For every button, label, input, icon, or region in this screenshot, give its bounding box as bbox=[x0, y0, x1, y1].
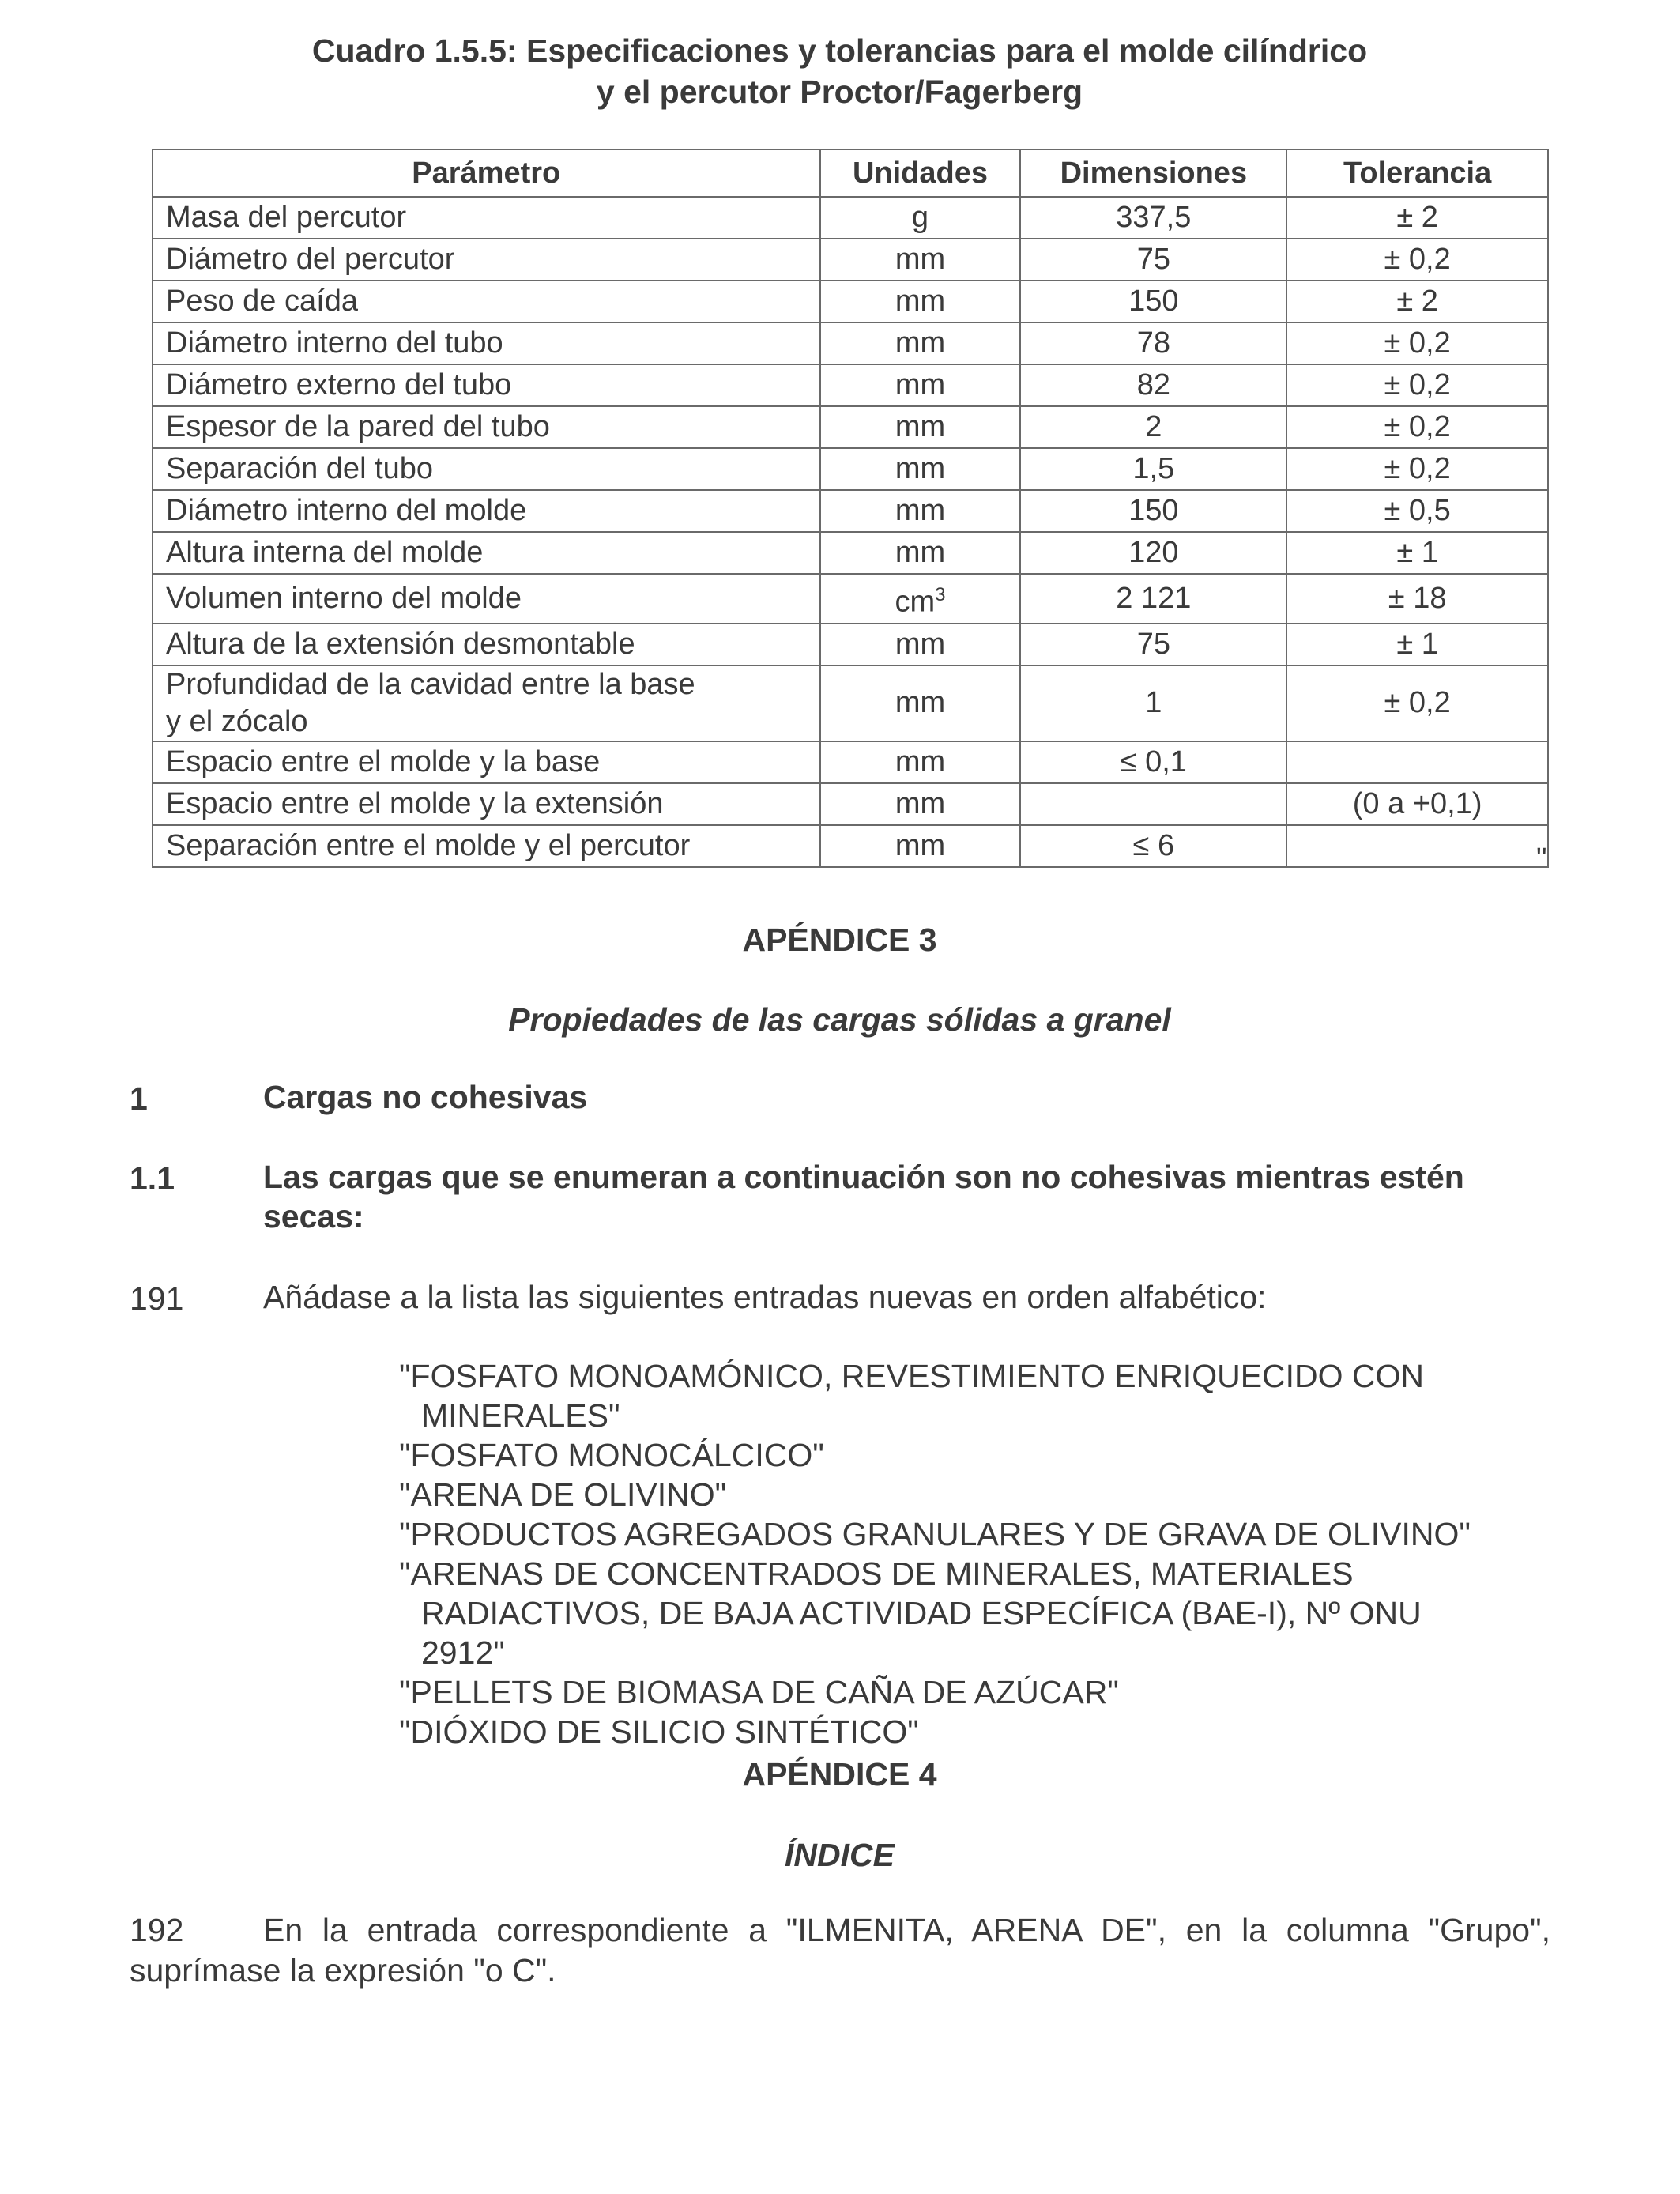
cell-dimension: 75 bbox=[1020, 239, 1286, 281]
cell-tolerance: ± 0,2 bbox=[1286, 665, 1548, 741]
cell-tolerance bbox=[1286, 825, 1548, 867]
cell-unit: mm bbox=[820, 783, 1021, 825]
parameter-line-1: Profundidad de la cavidad entre la base bbox=[166, 667, 695, 701]
cell-unit: mm bbox=[820, 490, 1021, 532]
header-units: Unidades bbox=[820, 149, 1021, 197]
cell-unit: mm bbox=[820, 406, 1021, 448]
cell-unit: mm bbox=[820, 624, 1021, 665]
cell-unit: mm bbox=[820, 239, 1021, 281]
cell-parameter: Masa del percutor bbox=[153, 197, 820, 239]
appendix-3-title: APÉNDICE 3 bbox=[742, 922, 937, 958]
cell-tolerance: ± 2 bbox=[1286, 281, 1548, 322]
cell-dimension: 2 bbox=[1020, 406, 1286, 448]
section-1-heading: Cargas no cohesivas bbox=[263, 1079, 588, 1115]
item-192-text: En la entrada correspondiente a "ILMENITA, ARENA DE", en la columna "Grupo", suprímase la expresión "o C". bbox=[130, 1912, 1550, 1989]
table-header-row bbox=[153, 149, 1548, 197]
section-1-1-number: 1.1 bbox=[130, 1160, 175, 1197]
item-191-text: Añádase a la lista las siguientes entradas nuevas en orden alfabético: bbox=[263, 1279, 1267, 1315]
cell-dimension: 1,5 bbox=[1020, 448, 1286, 490]
cell-tolerance: ± 1 bbox=[1286, 624, 1548, 665]
cell-parameter bbox=[153, 665, 820, 741]
table-row bbox=[153, 197, 1548, 239]
cell-tolerance: ± 0,2 bbox=[1286, 322, 1548, 364]
cell-parameter: Diámetro interno del molde bbox=[153, 490, 820, 532]
appendix-4-title: APÉNDICE 4 bbox=[742, 1756, 937, 1793]
list-item: "DIÓXIDO DE SILICIO SINTÉTICO" bbox=[399, 1713, 919, 1750]
cell-unit: g bbox=[820, 197, 1021, 239]
cell-tolerance: ± 1 bbox=[1286, 532, 1548, 574]
cell-unit: mm bbox=[820, 825, 1021, 867]
table-row bbox=[153, 490, 1548, 532]
cell-tolerance: ± 0,2 bbox=[1286, 406, 1548, 448]
table-row bbox=[153, 322, 1548, 364]
table-row bbox=[153, 624, 1548, 665]
cell-parameter: Volumen interno del molde bbox=[153, 574, 820, 624]
header-parameter: Parámetro bbox=[153, 149, 820, 197]
list-item: "PRODUCTOS AGREGADOS GRANULARES Y DE GRAVA DE OLIVINO" bbox=[399, 1516, 1471, 1552]
table-row bbox=[153, 574, 1548, 624]
cell-parameter: Separación del tubo bbox=[153, 448, 820, 490]
cell-tolerance: ± 0,2 bbox=[1286, 448, 1548, 490]
item-191-number: 191 bbox=[130, 1280, 184, 1317]
section-1-number: 1 bbox=[130, 1080, 148, 1117]
cell-parameter: Diámetro externo del tubo bbox=[153, 364, 820, 406]
cell-unit: mm bbox=[820, 532, 1021, 574]
cell-parameter: Espacio entre el molde y la base bbox=[153, 741, 820, 783]
header-dimensions: Dimensiones bbox=[1020, 149, 1286, 197]
parameter-line-2: y el zócalo bbox=[166, 704, 308, 738]
table-row bbox=[153, 239, 1548, 281]
cell-unit: mm bbox=[820, 741, 1021, 783]
caption-line-1: Cuadro 1.5.5: Especificaciones y tolerancias para el molde cilíndrico bbox=[311, 32, 1368, 69]
cell-tolerance: ± 0,2 bbox=[1286, 364, 1548, 406]
entries-list bbox=[399, 1356, 1561, 1751]
appendix-3-subtitle: Propiedades de las cargas sólidas a granel bbox=[508, 1001, 1171, 1038]
table-caption bbox=[119, 30, 1561, 112]
cell-dimension: 82 bbox=[1020, 364, 1286, 406]
cell-dimension: 150 bbox=[1020, 490, 1286, 532]
item-192-number: 192 bbox=[130, 1912, 184, 1948]
table-row bbox=[153, 281, 1548, 322]
cell-unit: mm bbox=[820, 322, 1021, 364]
cell-parameter: Peso de caída bbox=[153, 281, 820, 322]
cell-tolerance bbox=[1286, 741, 1548, 783]
table-row bbox=[153, 783, 1548, 825]
cell-dimension: 2 121 bbox=[1020, 574, 1286, 624]
cell-tolerance: ± 2 bbox=[1286, 197, 1548, 239]
specifications-table bbox=[152, 149, 1549, 868]
cell-unit: mm bbox=[820, 448, 1021, 490]
list-item: "PELLETS DE BIOMASA DE CAÑA DE AZÚCAR" bbox=[399, 1674, 1119, 1710]
cell-parameter: Diámetro interno del tubo bbox=[153, 322, 820, 364]
table-row bbox=[153, 364, 1548, 406]
table-row bbox=[153, 741, 1548, 783]
cell-unit: mm bbox=[820, 665, 1021, 741]
header-tolerance: Tolerancia bbox=[1286, 149, 1548, 197]
closing-quote: " bbox=[1536, 843, 1547, 876]
unit-text: cm bbox=[895, 585, 936, 619]
cell-unit bbox=[820, 574, 1021, 624]
table-row bbox=[153, 665, 1548, 741]
cell-tolerance: (0 a +0,1) bbox=[1286, 783, 1548, 825]
table-row bbox=[153, 448, 1548, 490]
table-row bbox=[153, 406, 1548, 448]
cell-unit: mm bbox=[820, 364, 1021, 406]
cell-tolerance: ± 0,2 bbox=[1286, 239, 1548, 281]
section-1-1-text: Las cargas que se enumeran a continuación son no cohesivas mientras estén secas: bbox=[263, 1159, 1464, 1235]
cell-parameter: Diámetro del percutor bbox=[153, 239, 820, 281]
list-item: "ARENAS DE CONCENTRADOS DE MINERALES, MATERIALES RADIACTIVOS, DE BAJA ACTIVIDAD ESPECÍFICA (BAE-I), Nº ONU 2912" bbox=[399, 1555, 1422, 1671]
cell-tolerance: ± 18 bbox=[1286, 574, 1548, 624]
cell-dimension: 78 bbox=[1020, 322, 1286, 364]
cell-parameter: Espacio entre el molde y la extensión bbox=[153, 783, 820, 825]
list-item: "FOSFATO MONOAMÓNICO, REVESTIMIENTO ENRIQUECIDO CON MINERALES" bbox=[399, 1358, 1425, 1434]
cell-dimension: 150 bbox=[1020, 281, 1286, 322]
cell-dimension: ≤ 0,1 bbox=[1020, 741, 1286, 783]
list-item: "ARENA DE OLIVINO" bbox=[399, 1476, 727, 1513]
caption-line-2: y el percutor Proctor/Fagerberg bbox=[596, 74, 1083, 110]
cell-tolerance: ± 0,5 bbox=[1286, 490, 1548, 532]
cell-dimension: 120 bbox=[1020, 532, 1286, 574]
cell-parameter: Altura interna del molde bbox=[153, 532, 820, 574]
list-item: "FOSFATO MONOCÁLCICO" bbox=[399, 1437, 824, 1473]
cell-dimension: 75 bbox=[1020, 624, 1286, 665]
table-row bbox=[153, 532, 1548, 574]
table-row bbox=[153, 825, 1548, 867]
unit-superscript: 3 bbox=[935, 584, 946, 605]
appendix-4-subtitle: ÍNDICE bbox=[785, 1837, 895, 1873]
cell-parameter: Separación entre el molde y el percutor bbox=[153, 825, 820, 867]
cell-dimension: 337,5 bbox=[1020, 197, 1286, 239]
item-192-paragraph bbox=[130, 1910, 1550, 1991]
cell-dimension: ≤ 6 bbox=[1020, 825, 1286, 867]
cell-dimension bbox=[1020, 783, 1286, 825]
cell-unit: mm bbox=[820, 281, 1021, 322]
cell-dimension: 1 bbox=[1020, 665, 1286, 741]
cell-parameter: Altura de la extensión desmontable bbox=[153, 624, 820, 665]
cell-parameter: Espesor de la pared del tubo bbox=[153, 406, 820, 448]
